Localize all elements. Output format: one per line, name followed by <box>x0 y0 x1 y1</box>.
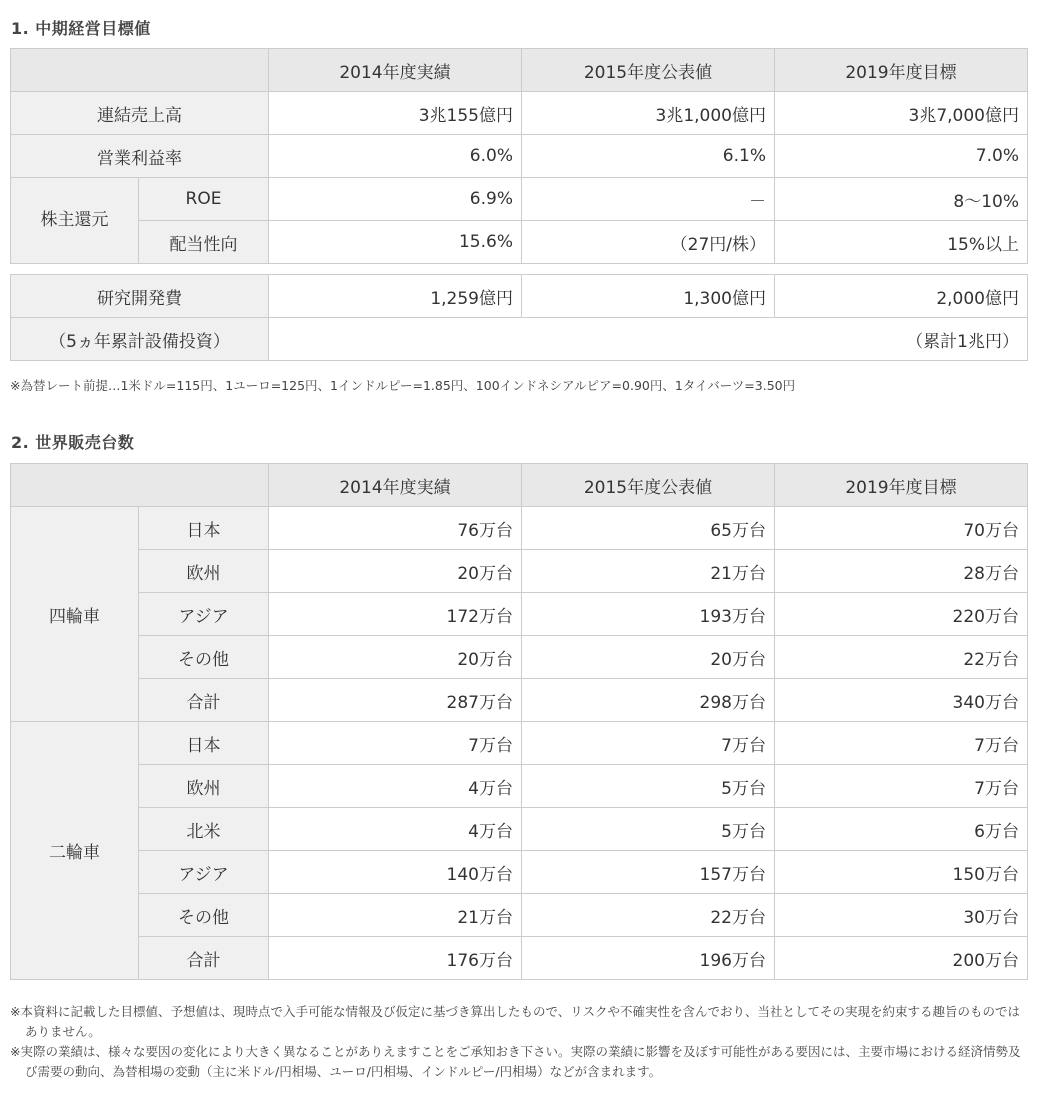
cell-value: 20万台 <box>269 550 522 593</box>
table-row <box>11 851 1028 894</box>
fx-rate-note: ※為替レート前提…1米ドル=115円、1ユーロ=125円、1インドルピー=1.85円、100インドネシアルピア=0.90円、1タイバーツ=3.50円 <box>10 378 796 393</box>
table-row <box>11 636 1028 679</box>
cell-value: 76万台 <box>269 507 522 550</box>
table-row <box>11 507 1028 550</box>
row-label-margin: 営業利益率 <box>11 135 269 178</box>
table-row <box>11 765 1028 808</box>
cell-value: 157万台 <box>522 851 775 894</box>
cell-value: 3兆1,000億円 <box>522 92 775 135</box>
table-row <box>11 318 1028 361</box>
cell-value: 172万台 <box>269 593 522 636</box>
cell-value: 6.0% <box>269 135 522 178</box>
cell-value: 70万台 <box>775 507 1028 550</box>
row-label-region: 欧州 <box>139 550 269 593</box>
footnote-disclaimer: ※本資料に記載した目標値、予想値は、現時点で入手可能な情報及び仮定に基づき算出したもので、リスクや不確実性を含んでおり、当社としてその実現を約束する趣旨のものではありません。 <box>10 1004 1020 1039</box>
cell-value: 6.9% <box>269 178 522 221</box>
row-label-region: その他 <box>139 894 269 937</box>
table-row <box>11 275 1028 318</box>
header-2015: 2015年度公表値 <box>522 464 775 507</box>
cell-value: 340万台 <box>775 679 1028 722</box>
row-label-sales: 連結売上高 <box>11 92 269 135</box>
cell-value: 287万台 <box>269 679 522 722</box>
header-2019: 2019年度目標 <box>775 49 1028 92</box>
cell-value: 1,259億円 <box>269 275 522 318</box>
cell-value: 4万台 <box>269 808 522 851</box>
cell-value: 1,300億円 <box>522 275 775 318</box>
cell-value: 22万台 <box>522 894 775 937</box>
header-2014: 2014年度実績 <box>269 49 522 92</box>
row-group-two-wheel: 二輪車 <box>11 722 139 980</box>
cell-value: （27円/株） <box>522 221 775 264</box>
section1-title: 1. 中期経営目標値 <box>11 19 151 38</box>
table-row <box>11 679 1028 722</box>
table-row <box>11 593 1028 636</box>
row-group-shareholder: 株主還元 <box>11 178 139 264</box>
footnote-risk: ※実際の業績は、様々な要因の変化により大きく異なることがありえますことをご承知おき下さい。実際の業績に影響を及ぼす可能性がある要因には、主要市場における経済情勢及び需要の動向、為替相場の変動（主に米ドル/円相場、ユーロ/円相場、インドルピー/円相場）などが含まれます。 <box>10 1044 1021 1079</box>
cell-value: － <box>522 178 775 221</box>
row-label-roe: ROE <box>139 178 269 221</box>
footnotes <box>10 1002 1030 1082</box>
cell-value: 140万台 <box>269 851 522 894</box>
table-row <box>11 550 1028 593</box>
cell-value: 200万台 <box>775 937 1028 980</box>
cell-value: 5万台 <box>522 808 775 851</box>
row-label-region: 合計 <box>139 679 269 722</box>
cell-value: 22万台 <box>775 636 1028 679</box>
table-row <box>11 937 1028 980</box>
header-blank <box>11 49 269 92</box>
cell-value: 2,000億円 <box>775 275 1028 318</box>
table-row <box>11 92 1028 135</box>
table-row <box>11 894 1028 937</box>
cell-value: 15%以上 <box>775 221 1028 264</box>
cell-value: 5万台 <box>522 765 775 808</box>
cell-value: 7万台 <box>522 722 775 765</box>
row-label-capex: （5ヵ年累計設備投資） <box>11 318 269 361</box>
row-group-four-wheel: 四輪車 <box>11 507 139 722</box>
row-label-region: 合計 <box>139 937 269 980</box>
row-label-region: 欧州 <box>139 765 269 808</box>
cell-value: 3兆7,000億円 <box>775 92 1028 135</box>
table-row <box>11 178 1028 221</box>
cell-value: 30万台 <box>775 894 1028 937</box>
cell-value: 298万台 <box>522 679 775 722</box>
section2-title: 2. 世界販売台数 <box>11 433 135 452</box>
cell-value: 21万台 <box>522 550 775 593</box>
row-label-region: 北米 <box>139 808 269 851</box>
table-header-row <box>11 464 1028 507</box>
cell-value: 7万台 <box>269 722 522 765</box>
cell-value: 7万台 <box>775 765 1028 808</box>
cell-value: 15.6% <box>269 221 522 264</box>
row-label-region: アジア <box>139 851 269 894</box>
cell-value: 20万台 <box>522 636 775 679</box>
cell-value: 20万台 <box>269 636 522 679</box>
row-label-rnd: 研究開発費 <box>11 275 269 318</box>
row-label-region: 日本 <box>139 507 269 550</box>
rnd-capex-table <box>10 274 1028 361</box>
cell-value: 21万台 <box>269 894 522 937</box>
cell-value: 220万台 <box>775 593 1028 636</box>
cell-value: 6万台 <box>775 808 1028 851</box>
cell-value: 176万台 <box>269 937 522 980</box>
row-label-region: アジア <box>139 593 269 636</box>
cell-value: 150万台 <box>775 851 1028 894</box>
table-row <box>11 808 1028 851</box>
header-blank <box>11 464 269 507</box>
row-label-region: その他 <box>139 636 269 679</box>
header-2015: 2015年度公表値 <box>522 49 775 92</box>
header-2014: 2014年度実績 <box>269 464 522 507</box>
cell-value: 196万台 <box>522 937 775 980</box>
cell-value: 3兆155億円 <box>269 92 522 135</box>
cell-value: 4万台 <box>269 765 522 808</box>
world-sales-units-table <box>10 463 1028 980</box>
table-row <box>11 722 1028 765</box>
cell-value: 193万台 <box>522 593 775 636</box>
cell-value: 28万台 <box>775 550 1028 593</box>
cell-value: 8～10% <box>775 178 1028 221</box>
cell-value: 7万台 <box>775 722 1028 765</box>
row-label-region: 日本 <box>139 722 269 765</box>
header-2019: 2019年度目標 <box>775 464 1028 507</box>
row-label-payout: 配当性向 <box>139 221 269 264</box>
table-row <box>11 221 1028 264</box>
mid-term-targets-table <box>10 48 1028 264</box>
table-row <box>11 135 1028 178</box>
cell-value: （累計1兆円） <box>269 318 1028 361</box>
cell-value: 65万台 <box>522 507 775 550</box>
cell-value: 6.1% <box>522 135 775 178</box>
cell-value: 7.0% <box>775 135 1028 178</box>
table-header-row <box>11 49 1028 92</box>
